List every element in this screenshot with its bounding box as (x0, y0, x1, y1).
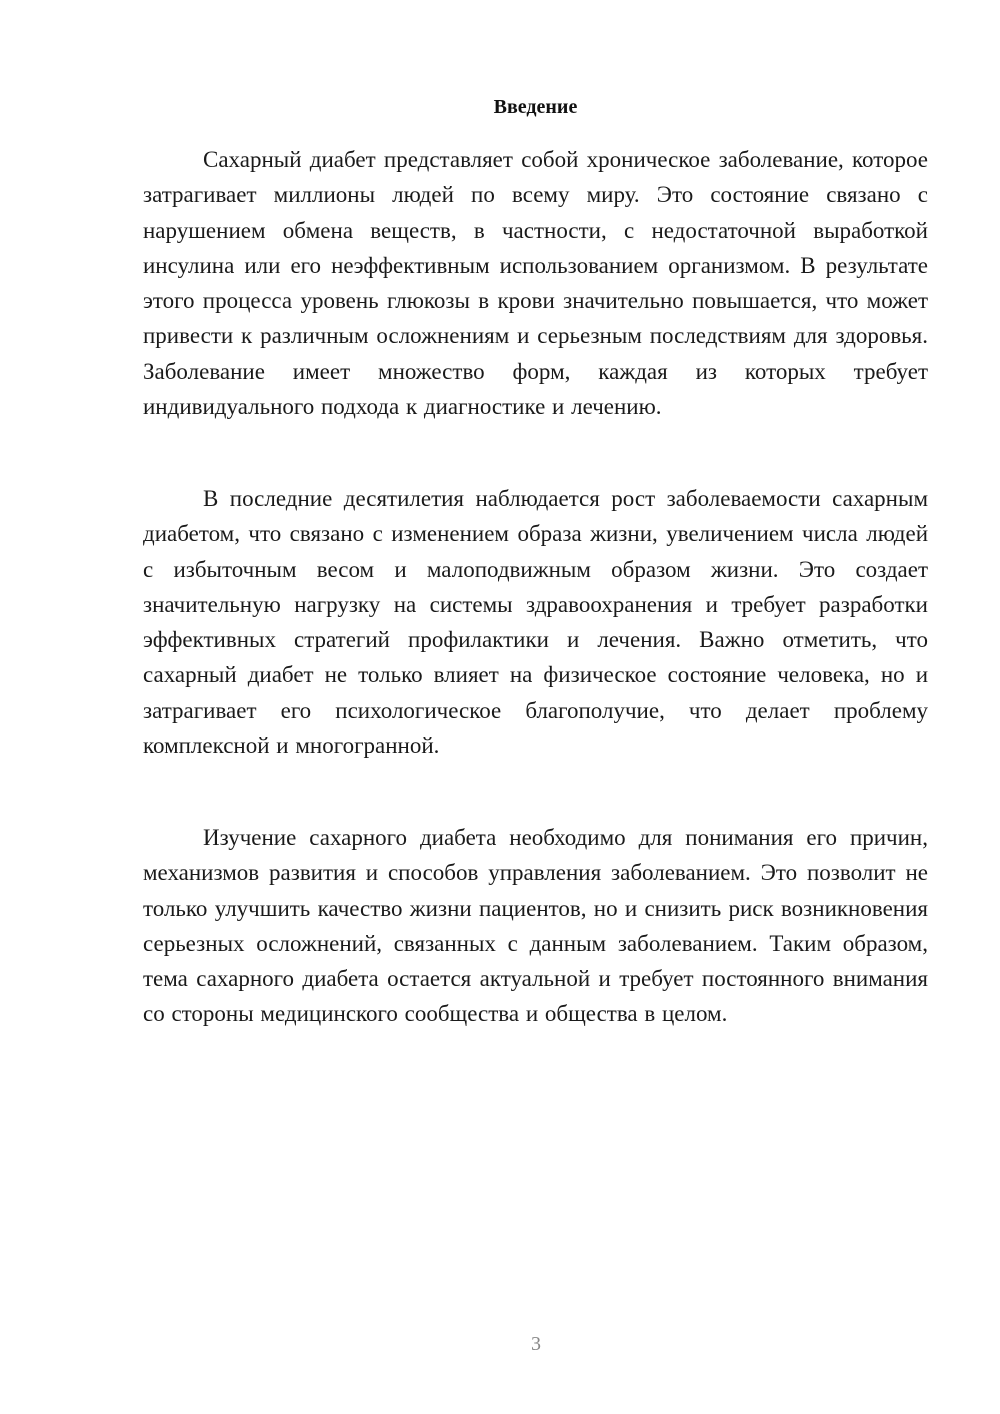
page-number: 3 (531, 1333, 541, 1355)
section-heading: Введение (493, 96, 578, 118)
paragraph-intro: Сахарный диабет представляет собой хроническое заболевание, которое затрагивает миллионы людей по всему миру. Это состояние связано с нарушением обмена веществ, в частности, с недостаточной выработкой инсулина или его неэффективным использованием организмом. В результате этого процесса уровень глюкозы в крови значительно повышается, что может привести к различным осложнениям и серьезным последствиям для здоровья. Заболевание имеет множество форм, каждая из которых требует индивидуального подхода к диагностике и лечению. (143, 147, 928, 420)
paragraph-study-importance: Изучение сахарного диабета необходимо для понимания его причин, механизмов развития и способов управления заболеванием. Это позволит не только улучшить качество жизни пациентов, но и снизить риск возникновения серьезных осложнений, связанных с данным заболеванием. Таким образом, тема сахарного диабета остается актуальной и требует постоянного внимания со стороны медицинского сообщества и общества в целом. (143, 825, 928, 1027)
paragraph-prevalence: В последние десятилетия наблюдается рост заболеваемости сахарным диабетом, что связано с изменением образа жизни, увеличением числа людей с избыточным весом и малоподвижным образом жизни. Это создает значительную нагрузку на системы здравоохранения и требует разработки эффективных стратегий профилактики и лечения. Важно отметить, что сахарный диабет не только влияет на физическое состояние человека, но и затрагивает его психологическое благополучие, что делает проблему комплексной и многогранной. (143, 486, 928, 759)
